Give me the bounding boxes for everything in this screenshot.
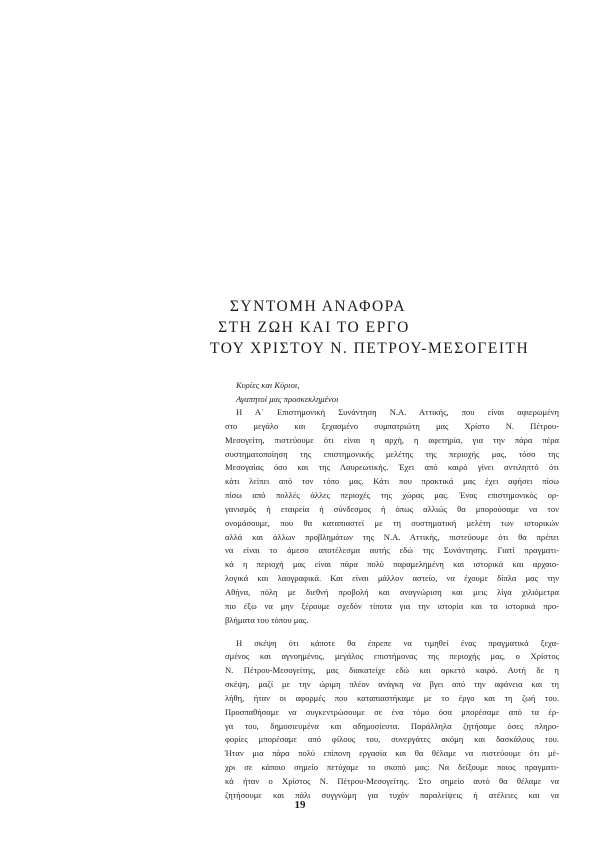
text-line: Η Α΄ Επιστημονική Συνάντηση Ν.Α. Αττικής, που είναι αφιερωμένη bbox=[236, 407, 559, 417]
page-title bbox=[210, 296, 530, 359]
text-line: Ν. Πέτρου-Μεσογείτης, μας διακατείχε εδώ και αρκετό καιρό. Αυτή δε η bbox=[225, 665, 559, 676]
text-line: να είναι το άμεσο αποτέλεσμα αυτής εδώ της Συνάντησης. Γιατί πραγματι- bbox=[225, 545, 559, 556]
text-line: Μεσογαίας όσο και της Λαυρεωτικής. Έχει από καιρό γίνει αντιληπτό ότι bbox=[225, 462, 559, 473]
body-text bbox=[225, 406, 559, 803]
text-line: πίσω από πολλές άλλες περιοχές της χώρας μας. Ένας επιστημονικός ορ- bbox=[225, 490, 559, 501]
title-line: ΣΥΝΤΟΜΗ ΑΝΑΦΟΡΑ bbox=[229, 298, 407, 315]
salutation-line: Κυρίες και Κύριοι, bbox=[236, 380, 300, 390]
text-line: πιο έξω να μην ξέρουμε σχεδόν τίποτα για την ιστορία και τα ιστορικά προ- bbox=[225, 600, 559, 611]
text-line: λογικά και λαογραφικά. Και είναι μάλλον αστείο, να έχουμε δίπλα μας την bbox=[225, 573, 559, 584]
text-line: κά η περιοχή μας είναι πάρα πολύ παραμελημένη και ιστορικά και αρχαιο- bbox=[225, 559, 559, 570]
text-line: Αθήνα, πόλη με διεθνή προβολή και αναγνώριση και μεις λίγα χιλιόμετρα bbox=[225, 586, 559, 597]
text-line: σκέψη, μαζί με την ώριμη πλέον ανάγκη να βγει από την αφάνεια και τη bbox=[225, 679, 559, 690]
salutation bbox=[236, 379, 338, 406]
text-line: λήθη, ήταν οι αφορμές που καταπιαστήκαμε με το έργο και τη ζωή του. bbox=[225, 692, 559, 703]
text-line: βλήματα του τόπου μας. bbox=[225, 614, 309, 625]
text-line: γανισμός ή εταιρεία ή σύνδεσμος ή όπως αλλιώς θα μπορούσαμε να τον bbox=[225, 503, 559, 514]
text-line: κά ήταν ο Χρίστος Ν. Πέτρου-Μεσογείτης. Στο σημείο αυτό θα θέλαμε να bbox=[225, 775, 559, 786]
text-line: Ήταν μια πάρα πολύ επίπονη εργασία και θα θέλαμε να πιστεύουμε ότι μέ- bbox=[225, 748, 559, 759]
title-line: ΣΤΗ ΖΩΗ ΚΑΙ ΤΟ ΕΡΓΟ bbox=[218, 319, 410, 336]
text-line: συστηματοποίηση της επιστημονικής μελέτης της περιοχής μας, τόσο της bbox=[225, 448, 559, 459]
text-line: φορίες μπορέσαμε από φίλους του, συνεργάτες ακόμη και δασκάλους του. bbox=[225, 734, 559, 745]
text-line: αλλά και άλλων προβλημάτων της Ν.Α. Αττικής, πιστεύουμε ότι θα πρέπει bbox=[225, 531, 559, 542]
text-line: ονομάσουμε, που θα καταπιαστεί με τη συστηματική μελέτη των ιστορικών bbox=[225, 517, 559, 528]
text-line: σμένος και αγνοημένος, μεγάλος επιστήμονας της περιοχής μας, ο Χρίστος bbox=[225, 651, 559, 662]
text-line: γα του, δημοσιευμένα και αδημοσίευτα. Παράλληλα ζητήσαμε όσες πληρο- bbox=[225, 720, 559, 731]
paragraph bbox=[225, 406, 559, 628]
page-number: 19 bbox=[294, 799, 306, 811]
paragraph bbox=[225, 637, 559, 803]
text-line: Προσπαθήσαμε να συγκεντρώσουμε σε ένα τόμο όσα μπορέσαμε από τα έρ- bbox=[225, 706, 559, 717]
title-line: ΤΟΥ ΧΡΙΣΤΟΥ Ν. ΠΕΤΡΟΥ-ΜΕΣΟΓΕΙΤΗ bbox=[210, 340, 530, 357]
text-line: ζητήσουμε και πάλι συγγνώμη για τυχόν παραλείψεις ή ατέλειες και να bbox=[225, 789, 559, 800]
text-line: Μεσογείτη, πιστεύουμε ότι είναι η αρχή, η αφετηρία, για την πάρα πέρα bbox=[225, 434, 559, 445]
salutation-line: Αγαπητοί μας προσκεκλημένοι bbox=[236, 393, 339, 404]
text-line: στο μεγάλο και ξεχασμένο συμπατριώτη μας Χρίστο Ν. Πέτρου- bbox=[225, 420, 559, 431]
text-line: χρι σε κάποιο σημείο πετύχαμε το σκοπό μας: Να δείξουμε ποιος πραγματι- bbox=[225, 762, 559, 773]
text-line: Η σκέψη ότι κάποτε θα έπρεπε να τιμηθεί ένας πραγματικά ξεχα- bbox=[236, 637, 559, 648]
text-line: κάτι λείπει από τον τόπο μας. Κάτι που πρακτικά μας έχει αφήσει πίσω bbox=[225, 476, 559, 487]
